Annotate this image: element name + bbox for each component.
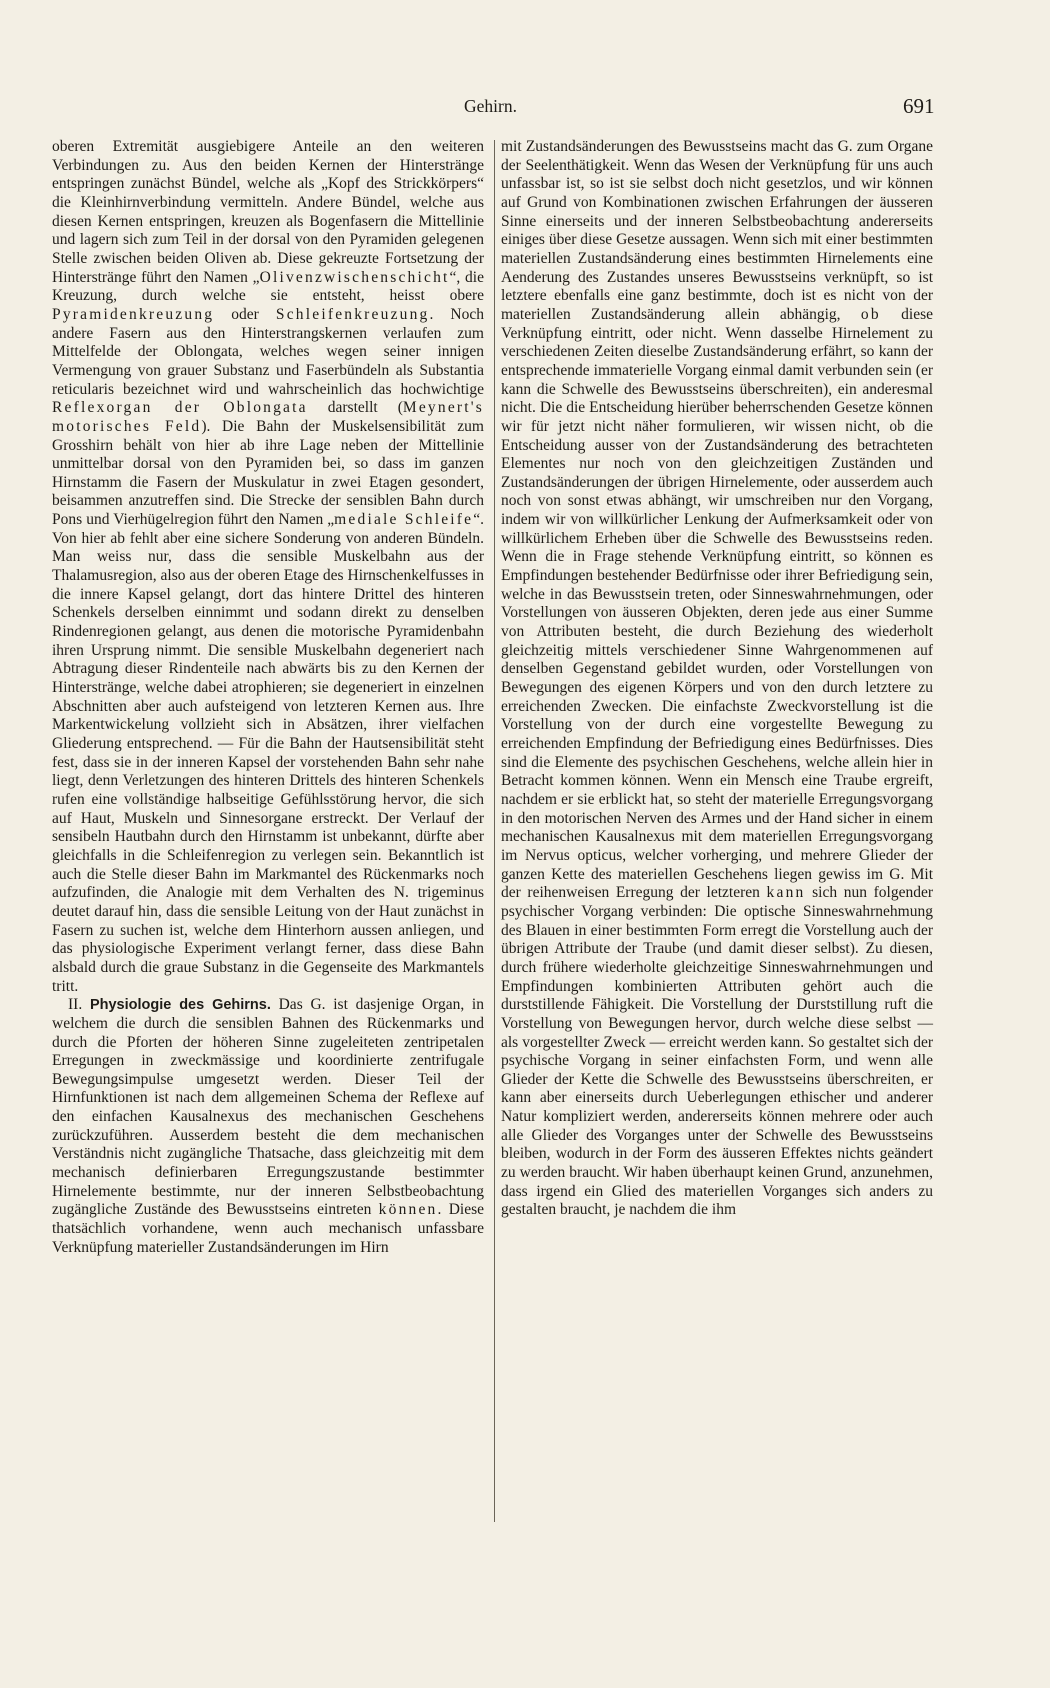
term-pyramidenkreuzung: Pyramidenkreuzung bbox=[52, 305, 215, 323]
paragraph-physiologie: II. Physiologie des Gehirns. Das G. ist dasjenige Organ, in welchem die durch die sensiblen Bahnen des Rückenmarks und durch die Pforten der höheren Sinne zugeleiteten zentripetalen Erregungen in zweckmässige und koordinierte zentrifugale Bewegungsimpulse umgesetzt werden. Dieser Teil der Hirnfunktionen ist nach dem allgemeinen Schema der Reflexe auf den einfachen Kausalnexus des mechanischen Geschehens zurückzuführen. Ausserdem besteht die dem mechanischen Verständnis nicht zugängliche Thatsache, dass gleichzeitig mit dem mechanisch definierbaren Erregungszustande bestimmter Hirnelemente bestimmte, nur der inneren Selbstbeobachtung zugängliche Zustände des Bewusstseins eintreten können. Diese thatsächlich vorhandene, wenn auch mechanisch unfassbare Verknüpfung materieller Zustandsänderungen im Hirn bbox=[52, 996, 484, 1256]
section-number: II. bbox=[68, 996, 83, 1014]
left-column bbox=[52, 138, 484, 1257]
page-number: 691 bbox=[903, 94, 935, 118]
term-kann: kann bbox=[766, 884, 806, 902]
term-ob: ob bbox=[860, 305, 881, 323]
page-header bbox=[0, 96, 1050, 118]
term-motorisches-feld: Meynert's motorisches Feld bbox=[52, 399, 485, 435]
term-schleifenkreuzung: Schleifenkreuzung bbox=[275, 305, 430, 323]
paragraph-physiologie-continuation: mit Zustandsänderungen des Bewusstseins macht das G. zum Organe der Seelenthätigkeit. Wenn das Wesen der Verknüpfung für uns auch unfassbar ist, so ist sie selbst doch nicht gesetzlos, und wir können auf Grund von Kombinationen zwischen Erfahrungen der äusseren Sinne einerseits und der inneren Selbstbeobachtung andererseits einiges über diese Gesetze aussagen. Wenn sich mit einer bestimmten materiellen Zustandsänderung eines bestimmten Hirnelements eine Aenderung des Zustandes unseres Bewusstseins verknüpft, so ist letztere ebenfalls eine ganz bestimmte, doch ist es nicht von der materiellen Zustandsänderung allein abhängig, ob diese Verknüpfung eintritt, oder nicht. Wenn dasselbe Hirnelement zu verschiedenen Zeiten dieselbe Zustandsänderung erfährt, so kann der entsprechende immaterielle Vorgang einmal damit verbunden sein (er kann die Schwelle des Bewusstseins überschreiten), ein anderesmal nicht. Die die Entscheidung hierüber beherrschenden Gesetze können wir für jetzt nicht näher formulieren, wir wissen nicht, ob die Entscheidung ausser von der Zustandsänderung des betrachteten Elementes nur noch von den gleichzeitigen Zuständen und Zustandsänderungen der übrigen Hirnelemente, oder ausserdem auch noch von sonst etwas abhängt, wir umschreiben nur den Vorgang, indem wir von willkürlicher Lenkung der Aufmerksamkeit oder von willkürlichem Erheben über die Schwelle des Bewusstseins reden. Wenn die in Frage stehende Verknüpfung eintritt, so können es Empfindungen bestehender Bedürfnisse oder ihrer Befriedigung sein, welche in das Bewusstsein treten, oder Sinneswahrnehmungen, oder Vorstellungen von äusseren Objekten, deren jede aus einer Summe von Attributen besteht, die durch Beziehung des wiederholt gleichzeitig mittels verschiedener Sinne Wahrgenommenen auf denselben Gegenstand gebildet wurden, oder Vorstellungen von Bewegungen des eigenen Körpers und von den durch letztere zu erreichenden Zwecken. Die einfachste Zweckvorstellung ist die Vorstellung von der durch eine vorgestellte Bewegung zu erreichenden Empfindung der Befriedigung eines Bedürfnisses. Dies sind die Elemente des psychischen Geschehens, welche allein hier in Betracht kommen können. Wenn ein Mensch eine Traube ergreift, nachdem er sie erblickt hat, so steht der materielle Erregungsvorgang in den motorischen Nerven des Armes und der Hand sicher in einem mechanischen Kausalnexus mit dem materiellen Erregungsvorgang im Nervus opticus, welcher vorherging, und mehrere Glieder der ganzen Kette des materiellen Geschehens liegen gewiss im G. Mit der reihenweisen Erregung der letzteren kann sich nun folgender psychischer Vorgang verbinden: Die optische Sinneswahrnehmung des Blauen in einer bestimmten Form erregt die Vorstellung auch der übrigen Attribute der Traube (und damit dieser selbst). Zu diesen, durch frühere wiederholte gleichzeitige Sinneswahrnehmungen und Empfindungen kombinierten Attributen gehört auch die durststillende Fähigkeit. Die Vorstellung der Durststillung ruft die Vorstellung von Bewegungen hervor, durch welche diese selbst — als vorgestellter Zweck — erreicht werden kann. So gestaltet sich der psychische Vorgang in seiner einfachsten Form, und wenn alle Glieder der Kette die Schwelle des Bewusstseins überschreiten, er kann aber einerseits durch Ueberlegungen ethischer und anderer Natur kompliziert werden, andererseits können mehrere oder auch alle Glieder des Vorganges unter der Schwelle des Bewusstseins bleiben, wodurch in der Form des äusseren Effektes nichts geändert zu werden braucht. Wir haben überhaupt keinen Grund, anzunehmen, dass irgend ein Glied des materiellen Vorganges sich anders zu gestalten braucht, je nachdem die ihm bbox=[501, 138, 933, 1219]
term-mediale-schleife: mediale Schleife bbox=[334, 511, 474, 529]
term-reflexorgan: Reflexorgan der Oblongata bbox=[52, 399, 308, 417]
term-olivenzwischenschicht: Olivenzwischenschicht bbox=[259, 268, 450, 286]
right-column bbox=[501, 138, 933, 1220]
paragraph-anatomy-continuation: oberen Extremität ausgiebigere Anteile an den weiteren Verbindungen zu. Aus den beiden Kernen der Hinterstränge entspringen zunächst Bündel, welche als „Kopf des Strickkörpers“ die Kleinhirnverbindung vermitteln. Andere Bündel, welche aus diesen Kernen entspringen, kreuzen als Bogenfasern die Mittellinie und lagern sich zum Teil in der dorsal von den Pyramiden gelegenen Stelle zwischen beiden Oliven ab. Diese gekreuzte Fortsetzung der Hinterstränge führt den Namen „Olivenzwischenschicht“, die Kreuzung, durch welche sie entsteht, heisst obere Pyramidenkreuzung oder Schleifenkreuzung. Noch andere Fasern aus den Hinterstrangskernen verlaufen zum Mittelfelde der Oblongata, welches wegen seiner innigen Vermengung von grauer Substanz und Faserbündeln als Substantia reticularis bezeichnet wird und wahrscheinlich das hochwichtige Reflexorgan der Oblongata darstellt (Meynert's motorisches Feld). Die Bahn der Muskelsensibilität zum Grosshirn behält von hier ab ihre Lage neben der Mittellinie unmittelbar dorsal von den Pyramiden bei, so dass im ganzen Hirnstamm die Fasern der Muskulatur in zwei Etagen gesondert, beisammen anzutreffen sind. Die Strecke der sensiblen Bahn durch Pons und Vierhügelregion führt den Namen „mediale Schleife“. Von hier ab fehlt aber eine sichere Sonderung von anderen Bündeln. Man weiss nur, dass die sensible Muskelbahn aus der Thalamusregion, also aus der oberen Etage des Hirnschenkelfusses in die innere Kapsel gelangt, dort das hintere Drittel des hinteren Schenkels derselben einnimmt und sodann direkt zu denselben Rindenregionen gelangt, aus denen die motorische Pyramidenbahn ihren Ursprung nimmt. Die sensible Muskelbahn degeneriert nach Abtragung dieser Rindenteile nach abwärts bis zu den Kernen der Hinterstränge, welche dabei atrophieren; sie degeneriert in einzelnen Abschnitten aber auch aufsteigend von letzteren Kernen aus. Ihre Markentwickelung vollzieht sich in Absätzen, ihrer vielfachen Gliederung entsprechend. — Für die Bahn der Hautsensibilität steht fest, dass sie in der inneren Kapsel der vorstehenden Bahn sehr nahe liegt, denn Verletzungen des hinteren Drittels des hinteren Schenkels rufen eine vollständige halbseitige Gefühlsstörung hervor, die sich auf Haut, Muskeln und Sinnesorgane erstreckt. Der Verlauf der sensibeln Hautbahn durch den Hirnstamm ist unbekannt, dürfte aber gleichfalls in die Schleifenregion zu verlegen sein. Bekanntlich ist auch die Stelle dieser Bahn im Markmantel des Rückenmarks noch aufzufinden, die Analogie mit dem Verhalten des N. trigeminus deutet darauf hin, dass die sensible Leitung von der Haut zunächst in Fasern zu suchen ist, welche dem Hinterhorn aussen anliegen, und das physiologische Experiment verlangt ferner, dass diese Bahn alsbald durch die graue Substanz in die Gegenseite des Markmantels tritt. bbox=[52, 138, 485, 995]
column-divider bbox=[494, 140, 495, 1522]
section-heading: Physiologie des Gehirns. bbox=[89, 997, 271, 1014]
running-title: Gehirn. bbox=[464, 96, 517, 116]
term-koennen: können bbox=[378, 1201, 438, 1219]
